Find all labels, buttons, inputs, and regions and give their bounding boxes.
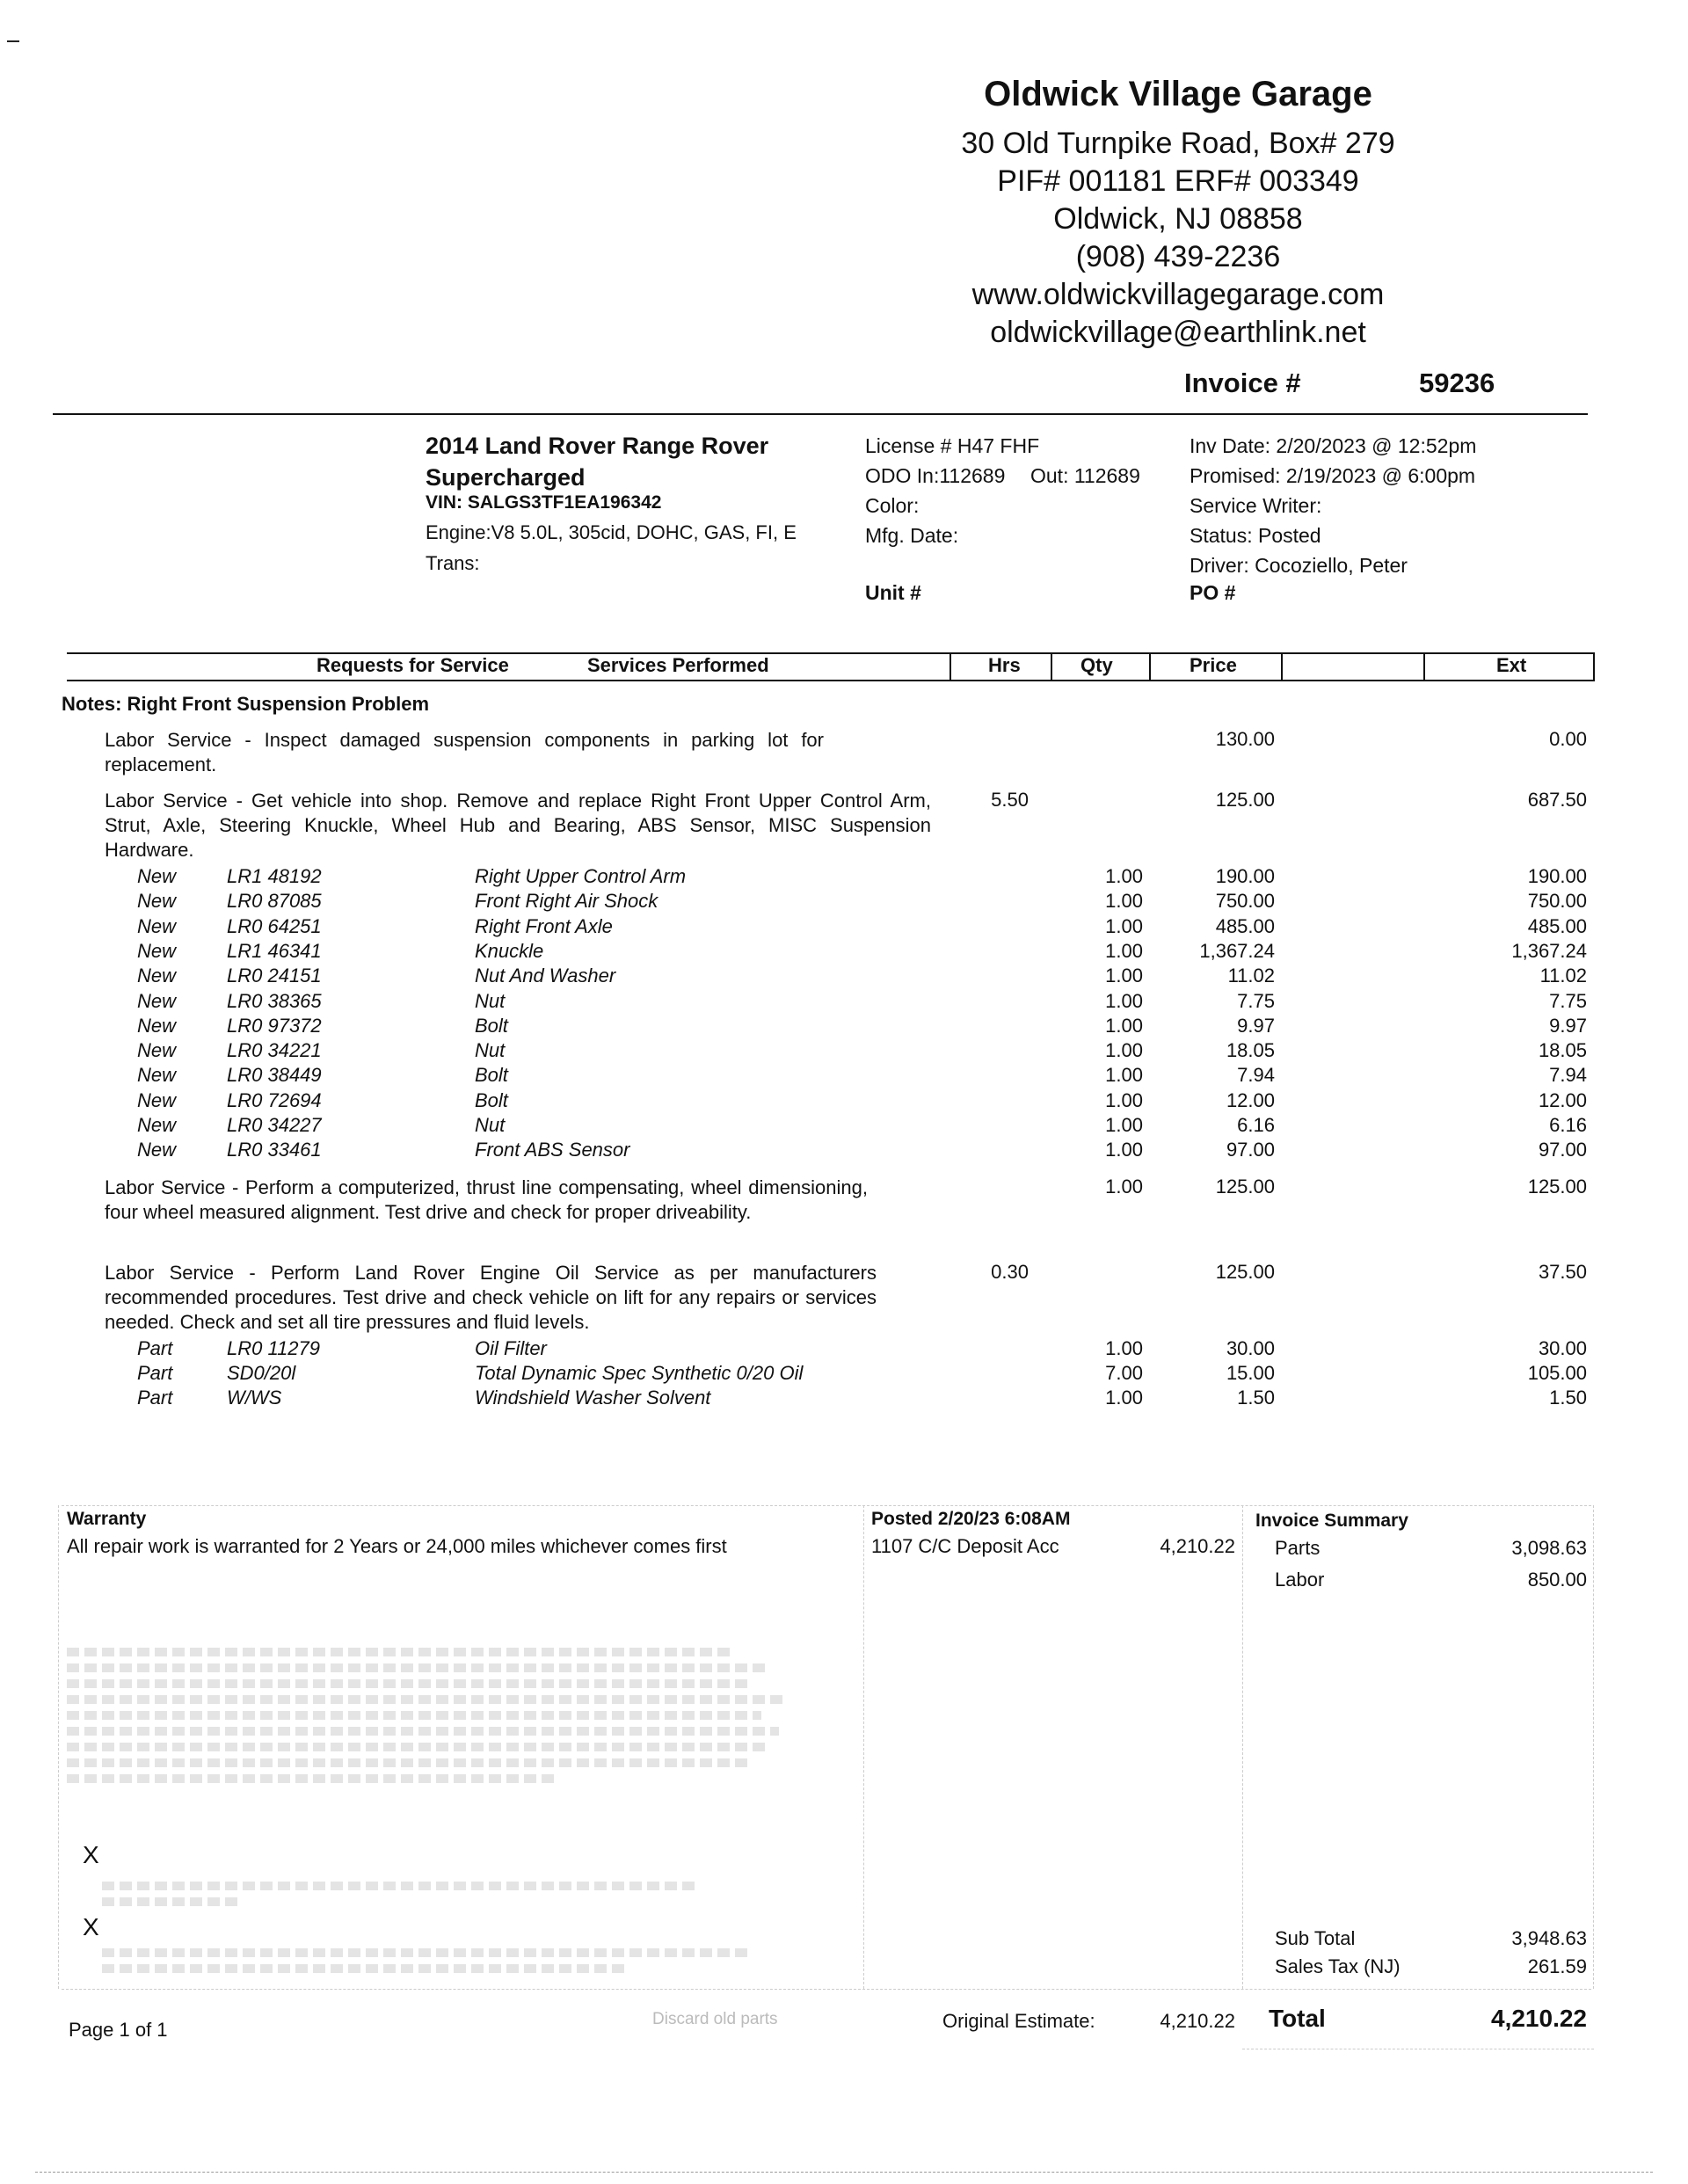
part-qty: 1.00 bbox=[1105, 939, 1143, 962]
faint-text-line bbox=[67, 1758, 753, 1767]
col-hrs: Hrs bbox=[988, 654, 1021, 676]
vehicle-title-2: Supercharged bbox=[426, 464, 586, 491]
part-description: Right Upper Control Arm bbox=[475, 865, 687, 887]
part-number: LR1 48192 bbox=[227, 865, 322, 887]
part-row bbox=[0, 1337, 1688, 1362]
part-price: 485.00 bbox=[1215, 914, 1275, 937]
part-row bbox=[0, 965, 1688, 989]
part-ext: 30.00 bbox=[1538, 1337, 1587, 1359]
part-qty: 1.00 bbox=[1105, 1114, 1143, 1136]
unit-number: Unit # bbox=[865, 581, 921, 604]
part-row bbox=[0, 890, 1688, 914]
part-number: W/WS bbox=[227, 1387, 282, 1409]
part-description: Nut bbox=[475, 1039, 506, 1062]
faint-text-line bbox=[102, 1897, 243, 1906]
summary-parts-label: Parts bbox=[1275, 1537, 1321, 1559]
part-type: New bbox=[137, 890, 177, 913]
part-description: Front ABS Sensor bbox=[475, 1139, 630, 1161]
part-number: LR0 33461 bbox=[227, 1139, 322, 1161]
part-qty: 1.00 bbox=[1105, 1337, 1143, 1359]
col-requests: Requests for Service bbox=[316, 654, 509, 676]
estimate-label: Original Estimate: bbox=[942, 2010, 1095, 2032]
part-row bbox=[0, 1139, 1688, 1163]
part-qty: 1.00 bbox=[1105, 1064, 1143, 1087]
header-divider bbox=[53, 413, 1588, 415]
service-1-ext: 0.00 bbox=[1549, 728, 1587, 750]
summary-subtotal-label: Sub Total bbox=[1275, 1927, 1356, 1949]
part-type: New bbox=[137, 865, 177, 887]
service-writer: Service Writer: bbox=[1190, 494, 1322, 517]
discard-old-parts: Discard old parts bbox=[652, 2010, 778, 2028]
part-description: Bolt bbox=[475, 1088, 508, 1111]
part-qty: 1.00 bbox=[1105, 890, 1143, 913]
faint-text-line bbox=[102, 1948, 753, 1957]
part-qty: 1.00 bbox=[1105, 865, 1143, 887]
invoice-number: 59236 bbox=[1419, 368, 1495, 398]
part-row bbox=[0, 1114, 1688, 1139]
invoice-label: Invoice # bbox=[1184, 368, 1301, 398]
odo-out: Out: 112689 bbox=[1030, 464, 1140, 487]
vehicle-engine: Engine:V8 5.0L, 305cid, DOHC, GAS, FI, E bbox=[426, 521, 797, 543]
part-price: 6.16 bbox=[1237, 1114, 1275, 1136]
part-ext: 190.00 bbox=[1527, 865, 1587, 887]
part-description: Windshield Washer Solvent bbox=[475, 1387, 711, 1409]
faint-text-line bbox=[67, 1727, 779, 1736]
part-number: LR0 11279 bbox=[227, 1337, 321, 1359]
shop-city: Oldwick, NJ 08858 bbox=[1053, 202, 1303, 236]
part-qty: 1.00 bbox=[1105, 1014, 1143, 1037]
part-row bbox=[0, 1362, 1688, 1387]
part-type: New bbox=[137, 989, 177, 1012]
table-header-bottom bbox=[67, 680, 1595, 681]
part-type: New bbox=[137, 965, 177, 987]
shop-email[interactable]: oldwickvillage@earthlink.net bbox=[990, 316, 1366, 349]
part-qty: 1.00 bbox=[1105, 965, 1143, 987]
col-ext: Ext bbox=[1496, 654, 1527, 676]
service-3-ext: 125.00 bbox=[1527, 1176, 1587, 1198]
part-ext: 1,367.24 bbox=[1511, 939, 1587, 962]
license: License # H47 FHF bbox=[865, 434, 1040, 457]
status: Status: Posted bbox=[1190, 524, 1321, 547]
part-number: LR0 38365 bbox=[227, 989, 322, 1012]
col-performed: Services Performed bbox=[587, 654, 769, 676]
shop-address: 30 Old Turnpike Road, Box# 279 bbox=[961, 127, 1395, 160]
summary-tax-label: Sales Tax (NJ) bbox=[1275, 1955, 1401, 1977]
faint-text-line bbox=[67, 1679, 753, 1688]
summary-subtotal-value: 3,948.63 bbox=[1511, 1927, 1587, 1949]
part-type: Part bbox=[137, 1337, 173, 1359]
part-number: SD0/20l bbox=[227, 1362, 296, 1384]
part-qty: 1.00 bbox=[1105, 1039, 1143, 1062]
part-type: New bbox=[137, 914, 177, 937]
service-4-text: Labor Service - Perform Land Rover Engine Oil Service as per manufacturers recommended procedures. Test drive and check vehicle on lift for any repairs or services needed. Check and set all tire pressures and fluid levels. bbox=[105, 1262, 877, 1333]
part-row bbox=[0, 1015, 1688, 1039]
part-row bbox=[0, 940, 1688, 965]
faint-text-line bbox=[102, 1882, 700, 1890]
posted-entry-label: 1107 C/C Deposit Acc bbox=[871, 1535, 1059, 1557]
part-number: LR1 46341 bbox=[227, 939, 322, 962]
part-type: New bbox=[137, 939, 177, 962]
faint-text-line bbox=[67, 1711, 761, 1720]
part-description: Oil Filter bbox=[475, 1337, 547, 1359]
part-description: Nut And Washer bbox=[475, 965, 616, 987]
part-description: Front Right Air Shock bbox=[475, 890, 658, 913]
part-price: 15.00 bbox=[1226, 1362, 1275, 1384]
part-price: 190.00 bbox=[1215, 865, 1275, 887]
posted-entry-amount: 4,210.22 bbox=[1160, 1535, 1235, 1557]
service-1-price: 130.00 bbox=[1215, 728, 1275, 750]
signature-mark-2[interactable]: X bbox=[83, 1913, 99, 1940]
part-price: 1.50 bbox=[1237, 1387, 1275, 1409]
part-type: New bbox=[137, 1088, 177, 1111]
part-price: 7.94 bbox=[1237, 1064, 1275, 1087]
part-description: Nut bbox=[475, 1114, 506, 1136]
part-number: LR0 34221 bbox=[227, 1039, 322, 1062]
part-qty: 1.00 bbox=[1105, 989, 1143, 1012]
part-ext: 1.50 bbox=[1549, 1387, 1587, 1409]
part-price: 1,367.24 bbox=[1199, 939, 1275, 962]
service-4-price: 125.00 bbox=[1215, 1261, 1275, 1283]
service-4-hrs: 0.30 bbox=[991, 1261, 1029, 1283]
service-1-text: Labor Service - Inspect damaged suspension components in parking lot for replacement. bbox=[105, 729, 824, 775]
part-type: New bbox=[137, 1039, 177, 1062]
summary-total-label: Total bbox=[1269, 2005, 1326, 2032]
vehicle-title-1: 2014 Land Rover Range Rover bbox=[426, 433, 769, 459]
faint-text-line bbox=[67, 1743, 770, 1751]
part-number: LR0 97372 bbox=[227, 1014, 322, 1037]
part-number: LR0 34227 bbox=[227, 1114, 322, 1136]
color: Color: bbox=[865, 494, 920, 517]
part-price: 750.00 bbox=[1215, 890, 1275, 913]
col-price: Price bbox=[1190, 654, 1237, 676]
service-2-hrs: 5.50 bbox=[991, 789, 1029, 811]
part-ext: 9.97 bbox=[1549, 1014, 1587, 1037]
service-2-price: 125.00 bbox=[1215, 789, 1275, 811]
part-ext: 485.00 bbox=[1527, 914, 1587, 937]
part-description: Nut bbox=[475, 989, 506, 1012]
col-qty: Qty bbox=[1080, 654, 1113, 676]
po-number: PO # bbox=[1190, 581, 1236, 604]
part-number: LR0 87085 bbox=[227, 890, 322, 913]
faint-text-line bbox=[102, 1964, 629, 1973]
summary-labor-value: 850.00 bbox=[1527, 1569, 1587, 1591]
part-type: New bbox=[137, 1014, 177, 1037]
service-3-price: 125.00 bbox=[1215, 1176, 1275, 1198]
part-ext: 12.00 bbox=[1538, 1088, 1587, 1111]
shop-phone: (908) 439-2236 bbox=[1075, 240, 1281, 273]
summary-labor-label: Labor bbox=[1275, 1569, 1325, 1591]
service-3-qty: 1.00 bbox=[1105, 1176, 1143, 1198]
service-4-ext: 37.50 bbox=[1538, 1261, 1587, 1283]
part-row bbox=[0, 865, 1688, 890]
summary-parts-value: 3,098.63 bbox=[1511, 1537, 1587, 1559]
estimate-value: 4,210.22 bbox=[1160, 2010, 1235, 2032]
faint-text-line bbox=[67, 1663, 770, 1672]
part-row bbox=[0, 1039, 1688, 1064]
part-price: 18.05 bbox=[1226, 1039, 1275, 1062]
part-qty: 1.00 bbox=[1105, 1387, 1143, 1409]
part-type: New bbox=[137, 1064, 177, 1087]
part-ext: 7.75 bbox=[1549, 989, 1587, 1012]
part-qty: 7.00 bbox=[1105, 1362, 1143, 1384]
part-row bbox=[0, 915, 1688, 940]
summary-title: Invoice Summary bbox=[1255, 1511, 1408, 1531]
part-qty: 1.00 bbox=[1105, 1088, 1143, 1111]
part-price: 7.75 bbox=[1237, 989, 1275, 1012]
scan-mark bbox=[7, 40, 19, 42]
part-description: Bolt bbox=[475, 1064, 508, 1087]
summary-tax-value: 261.59 bbox=[1527, 1955, 1587, 1977]
vehicle-trans: Trans: bbox=[426, 552, 480, 574]
service-2-text: Labor Service - Get vehicle into shop. Remove and replace Right Front Upper Control Arm, Strut, Axle, Steering Knuckle, Wheel Hub and Bearing, ABS Sensor, MISC Suspension Hardware. bbox=[105, 790, 931, 861]
part-number: LR0 64251 bbox=[227, 914, 322, 937]
part-ext: 6.16 bbox=[1549, 1114, 1587, 1136]
part-ext: 105.00 bbox=[1527, 1362, 1587, 1384]
shop-website[interactable]: www.oldwickvillagegarage.com bbox=[971, 278, 1385, 311]
part-row bbox=[0, 990, 1688, 1015]
warranty-title: Warranty bbox=[67, 1509, 147, 1529]
table-header-top bbox=[67, 652, 1595, 654]
part-price: 9.97 bbox=[1237, 1014, 1275, 1037]
part-row bbox=[0, 1089, 1688, 1114]
page-number: Page 1 of 1 bbox=[69, 2019, 168, 2041]
service-3-text: Labor Service - Perform a computerized, thrust line compensating, wheel dimensioning, four wheel measured alignment. Test drive and check for proper driveability. bbox=[105, 1176, 868, 1223]
part-price: 30.00 bbox=[1226, 1337, 1275, 1359]
part-ext: 18.05 bbox=[1538, 1039, 1587, 1062]
part-description: Total Dynamic Spec Synthetic 0/20 Oil bbox=[475, 1362, 804, 1384]
part-type: Part bbox=[137, 1387, 173, 1409]
odo-in: ODO In:112689 bbox=[865, 464, 1006, 487]
part-type: New bbox=[137, 1114, 177, 1136]
part-row bbox=[0, 1387, 1688, 1411]
shop-name: Oldwick Village Garage bbox=[984, 75, 1372, 113]
part-ext: 7.94 bbox=[1549, 1064, 1587, 1087]
service-notes: Notes: Right Front Suspension Problem bbox=[62, 693, 430, 715]
faint-text-line bbox=[67, 1774, 559, 1783]
promised-date: Promised: 2/19/2023 @ 6:00pm bbox=[1190, 464, 1476, 487]
part-qty: 1.00 bbox=[1105, 1139, 1143, 1161]
part-ext: 97.00 bbox=[1538, 1139, 1587, 1161]
part-number: LR0 38449 bbox=[227, 1064, 322, 1087]
part-ext: 11.02 bbox=[1539, 965, 1587, 987]
mfg-date: Mfg. Date: bbox=[865, 524, 959, 547]
part-number: LR0 72694 bbox=[227, 1088, 322, 1111]
part-type: Part bbox=[137, 1362, 173, 1384]
shop-permits: PIF# 001181 ERF# 003349 bbox=[997, 164, 1359, 198]
warranty-text: All repair work is warranted for 2 Years or 24,000 miles whichever comes first bbox=[67, 1535, 727, 1557]
part-qty: 1.00 bbox=[1105, 914, 1143, 937]
part-description: Knuckle bbox=[475, 939, 544, 962]
inv-date: Inv Date: 2/20/2023 @ 12:52pm bbox=[1190, 434, 1477, 457]
part-price: 97.00 bbox=[1226, 1139, 1275, 1161]
summary-total-value: 4,210.22 bbox=[1491, 2005, 1587, 2032]
faint-text-line bbox=[67, 1648, 735, 1656]
faint-text-line bbox=[67, 1695, 788, 1704]
signature-mark-1[interactable]: X bbox=[83, 1841, 99, 1868]
part-number: LR0 24151 bbox=[227, 965, 322, 987]
part-price: 12.00 bbox=[1226, 1088, 1275, 1111]
service-2-ext: 687.50 bbox=[1527, 789, 1587, 811]
part-description: Bolt bbox=[475, 1014, 508, 1037]
part-description: Right Front Axle bbox=[475, 914, 613, 937]
part-ext: 750.00 bbox=[1527, 890, 1587, 913]
part-type: New bbox=[137, 1139, 177, 1161]
vehicle-vin: VIN: SALGS3TF1EA196342 bbox=[426, 492, 662, 513]
posted-title: Posted 2/20/23 6:08AM bbox=[871, 1509, 1071, 1529]
part-row bbox=[0, 1064, 1688, 1088]
driver: Driver: Cocoziello, Peter bbox=[1190, 554, 1408, 577]
part-price: 11.02 bbox=[1227, 965, 1275, 987]
